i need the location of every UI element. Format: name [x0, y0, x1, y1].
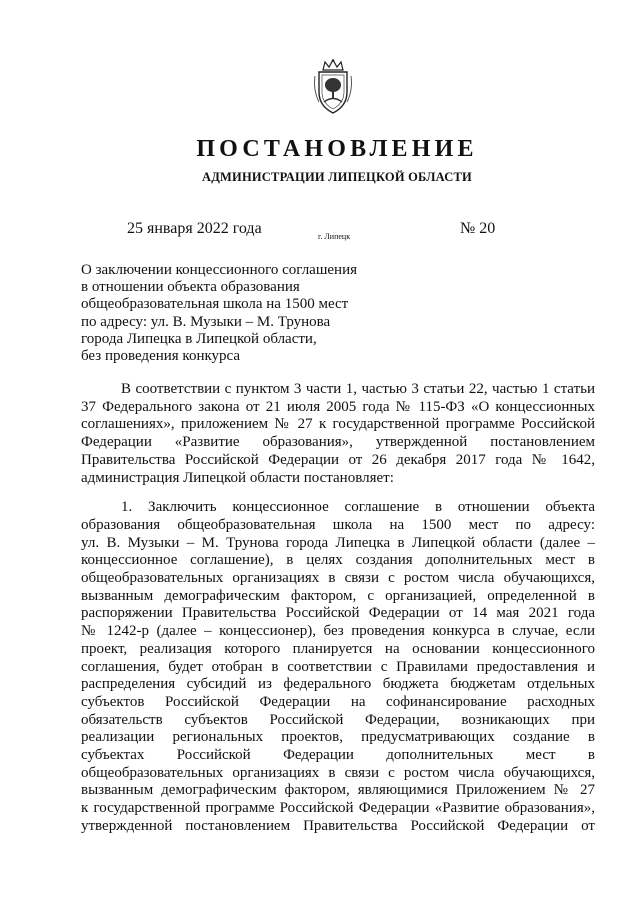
text-line: вызванным демографическим фактором, являющимися Приложением № 27: [81, 782, 595, 799]
text-line: 1. Заключить концессионное соглашение в отношении объекта: [121, 499, 595, 516]
text-line: 37 Федерального закона от 21 июля 2005 года № 115-ФЗ «О концессионных: [81, 398, 595, 415]
subject-line: по адресу: ул. В. Музыки – М. Трунова: [81, 313, 331, 330]
document-subject: [81, 262, 381, 365]
coat-of-arms-icon: [311, 58, 355, 116]
preamble-paragraph: [81, 381, 595, 487]
text-line: В соответствии с пунктом 3 части 1, частью 3 статьи 22, частью 1 статьи: [121, 381, 595, 397]
document-date: 25 января 2022 года: [127, 220, 262, 237]
text-line: соглашениях», приложением № 27 к государственной программе Российской: [81, 416, 595, 433]
text-line: вызванным демографическим фактором, с организацией, определенной в: [81, 587, 595, 604]
document-body: [81, 381, 595, 836]
issuing-authority: АДМИНИСТРАЦИИ ЛИПЕЦКОЙ ОБЛАСТИ: [202, 170, 472, 184]
text-line: проект, реализация которого планируется на основании концессионного: [81, 640, 595, 657]
text-line: субъектов Российской Федерации на софинансирование расходных: [81, 693, 595, 710]
text-line: субъектах Российской Федерации дополнительных мест в: [81, 747, 595, 764]
text-line: Правительства Российской Федерации от 26 декабря 2017 года № 1642,: [81, 451, 595, 468]
text-line: общеобразовательных организациях в связи с ростом числа обучающихся,: [81, 764, 595, 781]
text-line: распределения субсидий из федерального бюджета бюджетам отдельных: [81, 676, 595, 693]
document-number: № 20: [460, 220, 496, 237]
text-line: обязательств субъектов Российской Федерации, возникающих при: [81, 711, 595, 728]
text-line: образования общеобразовательная школа на 1500 мест по адресу:: [81, 516, 595, 533]
text-line: к государственной программе Российской Федерации «Развитие образования»,: [81, 800, 595, 817]
text-line: концессионное соглашение), в целях создания дополнительных мест в: [81, 552, 595, 569]
text-line: ул. В. Музыки – М. Трунова города Липецка в Липецкой области (далее –: [81, 534, 595, 551]
subject-line: без проведения конкурса: [81, 348, 241, 365]
text-line: реализации региональных проектов, предусматривающих создание в: [81, 729, 595, 746]
document-city: г. Липецк: [318, 232, 351, 241]
subject-line: О заключении концессионного соглашения: [81, 262, 357, 278]
text-line: администрация Липецкой области постановляет:: [81, 469, 394, 486]
document-title: ПОСТАНОВЛЕНИЕ: [196, 136, 478, 162]
subject-line: общеобразовательная школа на 1500 мест: [81, 296, 349, 313]
subject-line: города Липецка в Липецкой области,: [81, 330, 317, 347]
text-line: утвержденной постановлением Правительства Российской Федерации от: [81, 817, 595, 834]
text-line: общеобразовательных организациях в связи с ростом числа обучающихся,: [81, 570, 595, 587]
text-line: № 1242-р (далее – концессионер), без проведения конкурса в случае, если: [81, 623, 595, 640]
text-line: соглашения, будет отобран в соответствии с Правилами предоставления и: [81, 658, 595, 675]
subject-line: в отношении объекта образования: [81, 279, 300, 296]
clause-1-paragraph: [81, 499, 595, 835]
text-line: Федерации «Развитие образования», утвержденной постановлением: [81, 434, 595, 451]
text-line: распоряжении Правительства Российской Федерации от 14 мая 2021 года: [81, 605, 595, 622]
